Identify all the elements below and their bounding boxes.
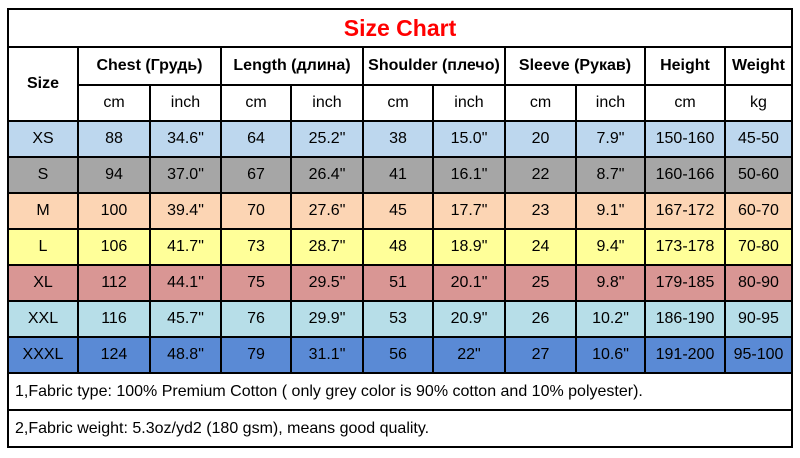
cell-height: 186-190 <box>645 301 725 337</box>
cell-sleeve-cm: 20 <box>505 121 576 157</box>
cell-shoulder-inch: 22" <box>433 337 505 373</box>
cell-length-inch: 29.9" <box>291 301 363 337</box>
cell-length-cm: 75 <box>221 265 291 301</box>
cell-sleeve-inch: 9.4" <box>576 229 645 265</box>
cell-sleeve-inch: 8.7" <box>576 157 645 193</box>
cell-chest-inch: 48.8" <box>150 337 221 373</box>
cell-shoulder-cm: 56 <box>363 337 433 373</box>
col-header-chest: Chest (Грудь) <box>78 47 221 85</box>
size-row-l <box>8 229 792 265</box>
size-row-s <box>8 157 792 193</box>
fabric-type-note: 1,Fabric type: 100% Premium Cotton ( only grey color is 90% cotton and 10% polyester). <box>8 373 792 410</box>
cell-length-cm: 73 <box>221 229 291 265</box>
cell-sleeve-inch: 10.6" <box>576 337 645 373</box>
cell-size: XXL <box>8 301 78 337</box>
col-header-sleeve: Sleeve (Рукав) <box>505 47 645 85</box>
cell-length-inch: 29.5" <box>291 265 363 301</box>
subheader-shoulder-cm: cm <box>363 85 433 121</box>
note-row-1 <box>8 373 792 410</box>
subheader-length-cm: cm <box>221 85 291 121</box>
subheader-chest-inch: inch <box>150 85 221 121</box>
cell-sleeve-cm: 27 <box>505 337 576 373</box>
subheader-sleeve-inch: inch <box>576 85 645 121</box>
cell-shoulder-inch: 18.9" <box>433 229 505 265</box>
size-row-xl <box>8 265 792 301</box>
cell-height: 150-160 <box>645 121 725 157</box>
cell-chest-inch: 44.1" <box>150 265 221 301</box>
cell-shoulder-cm: 45 <box>363 193 433 229</box>
cell-shoulder-cm: 41 <box>363 157 433 193</box>
cell-length-cm: 67 <box>221 157 291 193</box>
size-row-m <box>8 193 792 229</box>
cell-chest-cm: 124 <box>78 337 150 373</box>
cell-shoulder-cm: 38 <box>363 121 433 157</box>
cell-sleeve-cm: 22 <box>505 157 576 193</box>
subheader-chest-cm: cm <box>78 85 150 121</box>
cell-chest-inch: 34.6" <box>150 121 221 157</box>
cell-size: XS <box>8 121 78 157</box>
cell-sleeve-cm: 23 <box>505 193 576 229</box>
cell-size: XL <box>8 265 78 301</box>
cell-length-cm: 64 <box>221 121 291 157</box>
size-row-xxxl <box>8 337 792 373</box>
cell-shoulder-inch: 16.1" <box>433 157 505 193</box>
cell-sleeve-inch: 9.1" <box>576 193 645 229</box>
cell-sleeve-inch: 10.2" <box>576 301 645 337</box>
cell-size: S <box>8 157 78 193</box>
cell-length-inch: 27.6" <box>291 193 363 229</box>
cell-chest-cm: 100 <box>78 193 150 229</box>
cell-length-inch: 28.7" <box>291 229 363 265</box>
col-header-shoulder: Shoulder (плечо) <box>363 47 505 85</box>
cell-sleeve-inch: 7.9" <box>576 121 645 157</box>
cell-size: XXXL <box>8 337 78 373</box>
cell-sleeve-cm: 25 <box>505 265 576 301</box>
cell-length-inch: 26.4" <box>291 157 363 193</box>
cell-shoulder-cm: 53 <box>363 301 433 337</box>
cell-chest-cm: 88 <box>78 121 150 157</box>
cell-height: 173-178 <box>645 229 725 265</box>
title-row <box>8 9 792 47</box>
cell-weight: 90-95 <box>725 301 792 337</box>
page-title: Size Chart <box>8 9 792 47</box>
cell-chest-inch: 41.7" <box>150 229 221 265</box>
size-chart-table <box>7 8 793 448</box>
cell-sleeve-inch: 9.8" <box>576 265 645 301</box>
cell-chest-inch: 37.0" <box>150 157 221 193</box>
cell-height: 191-200 <box>645 337 725 373</box>
subheader-weight-kg: kg <box>725 85 792 121</box>
cell-height: 160-166 <box>645 157 725 193</box>
cell-length-cm: 79 <box>221 337 291 373</box>
cell-chest-cm: 112 <box>78 265 150 301</box>
col-header-weight: Weight <box>725 47 792 85</box>
fabric-weight-note: 2,Fabric weight: 5.3oz/yd2 (180 gsm), means good quality. <box>8 410 792 447</box>
cell-height: 167-172 <box>645 193 725 229</box>
cell-shoulder-cm: 48 <box>363 229 433 265</box>
size-row-xxl <box>8 301 792 337</box>
cell-shoulder-inch: 20.9" <box>433 301 505 337</box>
cell-chest-inch: 39.4" <box>150 193 221 229</box>
subheader-height-cm: cm <box>645 85 725 121</box>
header-group-row <box>8 47 792 85</box>
cell-weight: 60-70 <box>725 193 792 229</box>
cell-chest-cm: 116 <box>78 301 150 337</box>
cell-weight: 80-90 <box>725 265 792 301</box>
cell-length-inch: 25.2" <box>291 121 363 157</box>
cell-length-cm: 76 <box>221 301 291 337</box>
cell-size: M <box>8 193 78 229</box>
note-row-2 <box>8 410 792 447</box>
cell-weight: 45-50 <box>725 121 792 157</box>
cell-shoulder-inch: 15.0" <box>433 121 505 157</box>
cell-size: L <box>8 229 78 265</box>
cell-height: 179-185 <box>645 265 725 301</box>
col-header-size: Size <box>8 47 78 121</box>
col-header-height: Height <box>645 47 725 85</box>
cell-shoulder-inch: 20.1" <box>433 265 505 301</box>
size-row-xs <box>8 121 792 157</box>
cell-sleeve-cm: 24 <box>505 229 576 265</box>
cell-chest-cm: 106 <box>78 229 150 265</box>
cell-weight: 70-80 <box>725 229 792 265</box>
cell-sleeve-cm: 26 <box>505 301 576 337</box>
cell-chest-cm: 94 <box>78 157 150 193</box>
cell-shoulder-cm: 51 <box>363 265 433 301</box>
cell-weight: 95-100 <box>725 337 792 373</box>
col-header-length: Length (длина) <box>221 47 363 85</box>
cell-weight: 50-60 <box>725 157 792 193</box>
subheader-length-inch: inch <box>291 85 363 121</box>
header-sub-row <box>8 85 792 121</box>
cell-length-inch: 31.1" <box>291 337 363 373</box>
cell-shoulder-inch: 17.7" <box>433 193 505 229</box>
subheader-sleeve-cm: cm <box>505 85 576 121</box>
cell-chest-inch: 45.7" <box>150 301 221 337</box>
cell-length-cm: 70 <box>221 193 291 229</box>
subheader-shoulder-inch: inch <box>433 85 505 121</box>
